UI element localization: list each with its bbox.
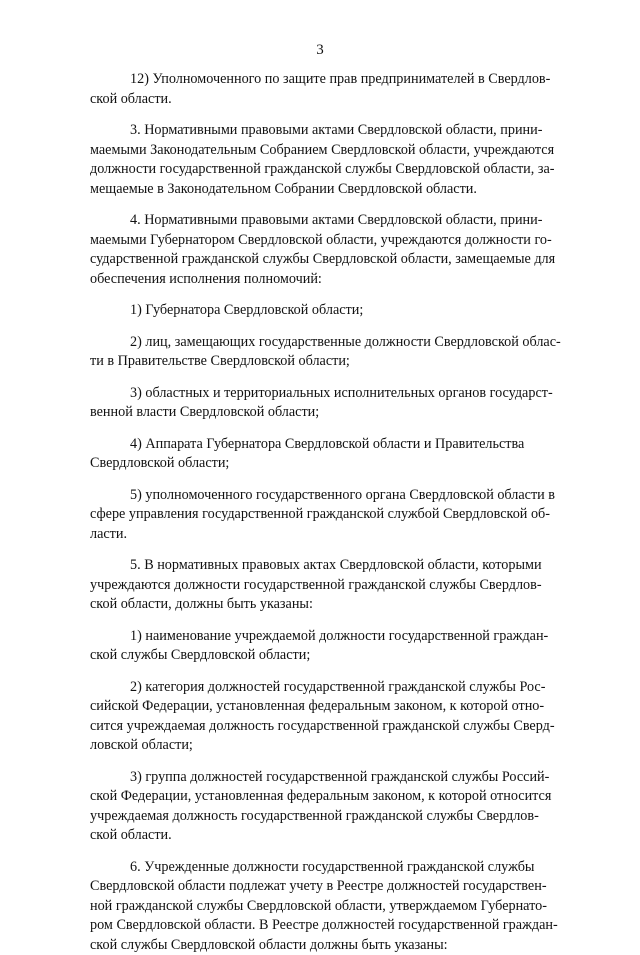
document-body xyxy=(90,70,596,955)
paragraph-section-5-item-3: 3) группа должностей государственной гражданской службы Россий- ской Федерации, установленная федеральным законом, к которой относится учреждаемая должность государственной гражданской службы Свердлов- ской области. xyxy=(90,768,596,846)
paragraph-section-4-item-2: 2) лиц, замещающих государственные должности Свердловской облас- ти в Правительстве Свердловской области; xyxy=(90,333,596,372)
paragraph-section-4-item-4: 4) Аппарата Губернатора Свердловской области и Правительства Свердловской области; xyxy=(90,435,596,474)
paragraph-section-5: 5. В нормативных правовых актах Свердловской области, которыми учреждаются должности государственной гражданской службы Свердлов- ской области, должны быть указаны: xyxy=(90,556,596,615)
paragraph-section-6: 6. Учрежденные должности государственной гражданской службы Свердловской области подлежат учету в Реестре должностей государствен- ной гражданской службы Свердловской области, утверждаемом Губернато- ром Свердловской области. В Реестре должностей государственной граждан- ской службы Свердловской области должны быть указаны: xyxy=(90,858,596,955)
paragraph-item-12: 12) Уполномоченного по защите прав предпринимателей в Свердлов- ской области. xyxy=(90,70,596,109)
paragraph-section-5-item-2: 2) категория должностей государственной гражданской службы Рос- сийской Федерации, установленная федеральным законом, к которой отно- сится учреждаемая должность государственной гражданской службы Сверд- ловской области; xyxy=(90,678,596,756)
paragraph-section-4: 4. Нормативными правовыми актами Свердловской области, прини- маемыми Губернатором Свердловской области, учреждаются должности го- сударственной гражданской службы Свердловской области, замещаемые для обеспечения исполнения полномочий: xyxy=(90,211,596,289)
paragraph-section-4-item-3: 3) областных и территориальных исполнительных органов государст- венной власти Свердловской области; xyxy=(90,384,596,423)
paragraph-section-5-item-1: 1) наименование учреждаемой должности государственной граждан- ской службы Свердловской области; xyxy=(90,627,596,666)
paragraph-section-4-item-1: 1) Губернатора Свердловской области; xyxy=(90,301,596,321)
paragraph-section-3: 3. Нормативными правовыми актами Свердловской области, прини- маемыми Законодательным Собранием Свердловской области, учреждаются должности государственной гражданской службы Свердловской области, за- мещаемые в Законодательном Собрании Свердловской области. xyxy=(90,121,596,199)
page-number: 3 xyxy=(0,42,640,59)
paragraph-section-4-item-5: 5) уполномоченного государственного органа Свердловской области в сфере управления государственной гражданской службой Свердловской об- ласти. xyxy=(90,486,596,545)
